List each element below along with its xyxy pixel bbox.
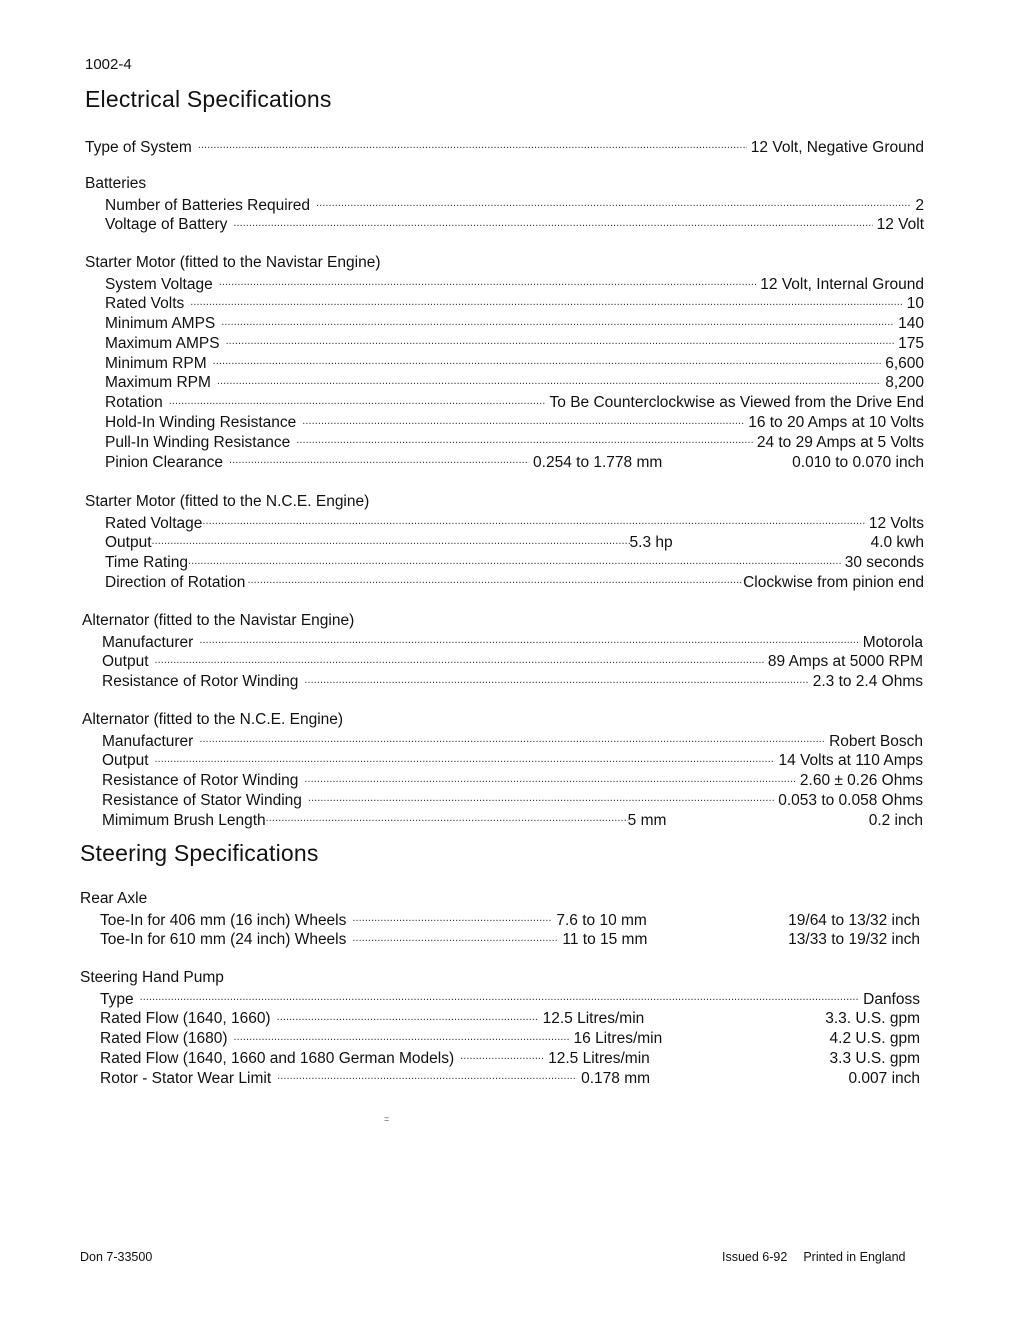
spec-value-imperial: 0.010 to 0.070 inch bbox=[792, 453, 924, 471]
spec-label: Resistance of Rotor Winding bbox=[102, 673, 299, 691]
batteries-heading: Batteries bbox=[85, 175, 147, 192]
spec-label: Pinion Clearance bbox=[105, 453, 224, 471]
dot-leader bbox=[316, 194, 911, 210]
spec-label: Output bbox=[102, 752, 149, 770]
spec-row bbox=[105, 512, 924, 532]
spec-value: 0.254 to 1.778 mm bbox=[533, 453, 663, 471]
dot-leader bbox=[302, 412, 744, 428]
spec-value-imperial: 3.3 U.S. gpm bbox=[829, 1049, 920, 1067]
spec-row bbox=[102, 750, 923, 770]
spec-label: Rated Voltage bbox=[105, 514, 203, 532]
alternator-navistar-heading: Alternator (fitted to the Navistar Engine) bbox=[82, 612, 355, 629]
spec-value: 2.3 to 2.4 Ohms bbox=[812, 673, 923, 691]
spec-value-imperial: 13/33 to 19/32 inch bbox=[788, 931, 920, 949]
alternator-nce-heading: Alternator (fitted to the N.C.E. Engine) bbox=[82, 711, 344, 728]
batteries-section bbox=[85, 174, 924, 234]
dot-leader bbox=[155, 750, 775, 766]
footer-issued: Issued 6-92 bbox=[722, 1250, 788, 1264]
rear-axle-heading: Rear Axle bbox=[80, 890, 148, 907]
spec-value-imperial: 3.3. U.S. gpm bbox=[825, 1010, 920, 1028]
dot-leader bbox=[188, 552, 841, 568]
dot-leader bbox=[460, 1047, 544, 1063]
spec-row bbox=[100, 1028, 920, 1048]
spec-row bbox=[102, 730, 923, 750]
starter-motor-navistar-section bbox=[85, 253, 924, 471]
spec-row bbox=[102, 770, 923, 790]
spec-row bbox=[100, 909, 920, 929]
dot-leader bbox=[190, 293, 902, 309]
spec-value-imperial: 0.2 inch bbox=[868, 811, 923, 829]
spec-row bbox=[105, 552, 924, 572]
footer-document-number: Don 7-33500 bbox=[80, 1250, 153, 1264]
spec-value: 0.178 mm bbox=[581, 1069, 651, 1087]
spec-value: Robert Bosch bbox=[829, 732, 923, 750]
dot-leader bbox=[226, 332, 895, 348]
spec-row bbox=[102, 631, 923, 651]
spec-row bbox=[105, 293, 924, 313]
spec-label: Toe-In for 610 mm (24 inch) Wheels bbox=[100, 931, 347, 949]
spec-label: Toe-In for 406 mm (16 inch) Wheels bbox=[100, 911, 347, 929]
dot-leader bbox=[266, 809, 628, 825]
spec-value: To Be Counterclockwise as Viewed from the Drive End bbox=[549, 394, 924, 412]
spec-row bbox=[100, 929, 920, 949]
spec-value: 12 Volts bbox=[868, 514, 924, 532]
spec-value: 89 Amps at 5000 RPM bbox=[767, 653, 923, 671]
dot-leader bbox=[219, 273, 757, 289]
dot-leader bbox=[234, 1028, 570, 1044]
spec-value: 12 Volt bbox=[876, 216, 924, 234]
spec-row-type-of-system bbox=[85, 136, 924, 156]
spec-value: 14 Volts at 110 Amps bbox=[778, 752, 923, 770]
spec-label: Rated Flow (1680) bbox=[100, 1030, 228, 1048]
spec-row-brush-length bbox=[102, 809, 923, 829]
spec-row bbox=[102, 671, 923, 691]
dot-leader bbox=[304, 770, 795, 786]
spec-value: Motorola bbox=[862, 633, 923, 651]
spec-label: Resistance of Stator Winding bbox=[102, 791, 302, 809]
spec-label: Type of System bbox=[85, 138, 192, 156]
spec-row bbox=[100, 988, 920, 1008]
spec-value-imperial: 19/64 to 13/32 inch bbox=[788, 911, 920, 929]
dot-leader bbox=[308, 789, 774, 805]
page-number: 1002-4 bbox=[85, 56, 132, 73]
alternator-navistar-section bbox=[82, 611, 923, 690]
dot-leader bbox=[217, 372, 881, 388]
spec-value: Clockwise from pinion end bbox=[743, 573, 924, 591]
spec-row bbox=[105, 214, 924, 234]
spec-row bbox=[105, 273, 924, 293]
spec-value: 6,600 bbox=[885, 354, 924, 372]
spec-value: 12.5 Litres/min bbox=[548, 1049, 650, 1067]
spec-value: 11 to 15 mm bbox=[562, 931, 648, 949]
spec-value: 24 to 29 Amps at 5 Volts bbox=[756, 433, 924, 451]
spec-row-pinion-clearance bbox=[105, 451, 924, 471]
spec-label: Time Rating bbox=[105, 554, 188, 572]
spec-label: Number of Batteries Required bbox=[105, 196, 311, 214]
spec-value-imperial: 0.007 inch bbox=[848, 1069, 920, 1087]
spec-label: Output bbox=[102, 653, 149, 671]
steering-specifications-heading: Steering Specifications bbox=[80, 840, 319, 866]
dot-leader bbox=[198, 136, 747, 152]
spec-row bbox=[105, 332, 924, 352]
spec-label: System Voltage bbox=[105, 275, 213, 293]
spec-label: Resistance of Rotor Winding bbox=[102, 772, 299, 790]
dot-leader bbox=[229, 451, 529, 467]
dot-leader bbox=[352, 929, 558, 945]
spec-value: 8,200 bbox=[885, 374, 924, 392]
type-of-system-section bbox=[85, 136, 924, 156]
dot-leader bbox=[277, 1008, 539, 1024]
spec-label: Rotor - Stator Wear Limit bbox=[100, 1069, 272, 1087]
steering-hand-pump-heading: Steering Hand Pump bbox=[80, 969, 224, 986]
spec-value: Danfoss bbox=[863, 990, 920, 1008]
spec-label: Minimum RPM bbox=[105, 354, 207, 372]
steering-hand-pump-section bbox=[80, 968, 920, 1087]
dot-leader bbox=[233, 214, 872, 230]
spec-value: 12 Volt, Negative Ground bbox=[750, 138, 924, 156]
spec-label: Rated Volts bbox=[105, 295, 185, 313]
spec-row bbox=[105, 412, 924, 432]
dot-leader bbox=[296, 431, 753, 447]
spec-label: Mimimum Brush Length bbox=[102, 811, 266, 829]
spec-value: 5.3 hp bbox=[629, 534, 673, 552]
spec-value: 140 bbox=[898, 315, 924, 333]
footer-issue-info bbox=[722, 1250, 905, 1264]
starter-motor-nce-heading: Starter Motor (fitted to the N.C.E. Engine) bbox=[85, 493, 370, 510]
starter-motor-nce-section bbox=[85, 492, 924, 591]
spec-row bbox=[105, 532, 924, 552]
spec-label: Direction of Rotation bbox=[105, 573, 246, 591]
dot-leader bbox=[221, 313, 894, 329]
spec-label: Rated Flow (1640, 1660) bbox=[100, 1010, 271, 1028]
spec-label: Manufacturer bbox=[102, 633, 194, 651]
spec-value: 16 to 20 Amps at 10 Volts bbox=[748, 414, 924, 432]
stray-mark: = bbox=[384, 1114, 390, 1124]
spec-value: 16 Litres/min bbox=[573, 1030, 663, 1048]
spec-label: Manufacturer bbox=[102, 732, 194, 750]
spec-value: 5 mm bbox=[627, 811, 667, 829]
spec-row bbox=[105, 571, 924, 591]
spec-value: 10 bbox=[906, 295, 924, 313]
dot-leader bbox=[277, 1067, 577, 1083]
spec-label: Voltage of Battery bbox=[105, 216, 228, 234]
spec-value-imperial: 4.0 kwh bbox=[870, 534, 924, 552]
dot-leader bbox=[247, 571, 743, 587]
spec-value: 7.6 to 10 mm bbox=[556, 911, 647, 929]
spec-value: 2.60 ± 0.26 Ohms bbox=[799, 772, 923, 790]
dot-leader bbox=[199, 631, 858, 647]
spec-label: Pull-In Winding Resistance bbox=[105, 433, 291, 451]
spec-row bbox=[105, 352, 924, 372]
spec-label: Rated Flow (1640, 1660 and 1680 German Models) bbox=[100, 1049, 455, 1067]
dot-leader bbox=[352, 909, 552, 925]
spec-label: Rotation bbox=[105, 394, 163, 412]
spec-label: Minimum AMPS bbox=[105, 315, 216, 333]
spec-value: 12 Volt, Internal Ground bbox=[760, 275, 924, 293]
spec-value: 0.053 to 0.058 Ohms bbox=[778, 791, 923, 809]
dot-leader bbox=[152, 532, 630, 548]
spec-value: 2 bbox=[915, 196, 924, 214]
spec-row bbox=[100, 1047, 920, 1067]
spec-value: 12.5 Litres/min bbox=[542, 1010, 645, 1028]
dot-leader bbox=[169, 392, 546, 408]
spec-row bbox=[102, 651, 923, 671]
spec-value: 175 bbox=[898, 334, 924, 352]
dot-leader bbox=[304, 671, 808, 687]
electrical-specifications-heading: Electrical Specifications bbox=[85, 86, 332, 112]
spec-value: 30 seconds bbox=[844, 554, 924, 572]
spec-row bbox=[105, 313, 924, 333]
alternator-nce-section bbox=[82, 710, 923, 829]
spec-row bbox=[105, 194, 924, 214]
dot-leader bbox=[155, 651, 764, 667]
spec-label: Maximum RPM bbox=[105, 374, 211, 392]
spec-label: Maximum AMPS bbox=[105, 334, 220, 352]
footer-printed: Printed in England bbox=[803, 1250, 906, 1264]
spec-row bbox=[100, 1008, 920, 1028]
starter-motor-navistar-heading: Starter Motor (fitted to the Navistar Engine) bbox=[85, 254, 381, 271]
spec-label: Type bbox=[100, 990, 134, 1008]
dot-leader bbox=[199, 730, 825, 746]
spec-row bbox=[100, 1067, 920, 1087]
spec-row bbox=[105, 431, 924, 451]
spec-row bbox=[105, 372, 924, 392]
spec-label: Hold-In Winding Resistance bbox=[105, 414, 297, 432]
spec-row bbox=[102, 789, 923, 809]
dot-leader bbox=[202, 512, 864, 528]
rear-axle-section bbox=[80, 889, 920, 949]
dot-leader bbox=[140, 988, 860, 1004]
spec-value-imperial: 4.2 U.S. gpm bbox=[829, 1030, 920, 1048]
dot-leader bbox=[213, 352, 882, 368]
spec-label: Output bbox=[105, 534, 152, 552]
spec-row bbox=[105, 392, 924, 412]
